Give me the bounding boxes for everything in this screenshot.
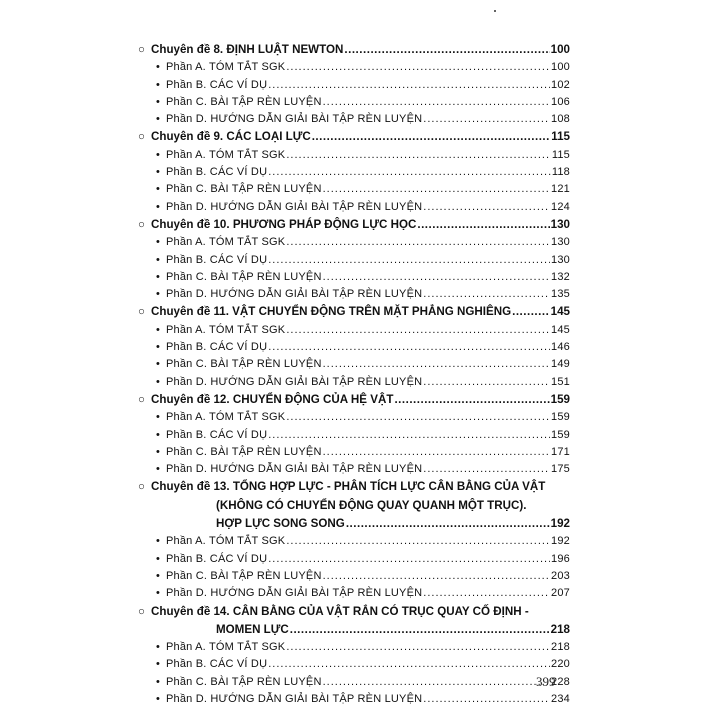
dot-leader <box>286 639 550 656</box>
toc-section-entry[interactable] <box>138 691 570 708</box>
dot-leader <box>268 252 550 269</box>
section-page-number: 196 <box>551 552 570 565</box>
dot-leader <box>268 339 550 356</box>
dot-leader <box>423 374 550 391</box>
section-title: Phần B. CÁC VÍ DỤ <box>166 658 268 671</box>
dot-leader <box>323 444 550 461</box>
toc-section-entry[interactable] <box>138 409 570 426</box>
circle-icon: ○ <box>138 305 146 319</box>
section-page-number: 228 <box>551 675 570 688</box>
section-page-number: 118 <box>551 166 570 179</box>
bullet-icon: • <box>156 323 161 336</box>
dot-leader <box>423 199 550 216</box>
toc-section-entry[interactable] <box>138 59 570 76</box>
dot-leader <box>323 181 550 198</box>
dot-leader <box>268 427 550 444</box>
section-page-number: 234 <box>551 692 570 705</box>
chapter-title: Chuyên đề 9. CÁC LOẠI LỰC <box>151 130 311 144</box>
toc-section-entry[interactable] <box>138 199 570 216</box>
section-title: Phần A. TÓM TẮT SGK <box>166 411 286 424</box>
section-title: Phần A. TÓM TẮT SGK <box>166 61 286 74</box>
toc-section-entry[interactable] <box>138 234 570 251</box>
dot-leader <box>268 77 550 94</box>
section-title: Phần D. HƯỚNG DẪN GIẢI BÀI TẬP RÈN LUYỆN <box>166 288 423 301</box>
toc-section-entry[interactable] <box>138 339 570 356</box>
chapter-title: Chuyên đề 12. CHUYỂN ĐỘNG CỦA HỆ VẬT <box>151 392 394 406</box>
chapter-page-number: 130 <box>550 217 570 231</box>
toc-section-entry[interactable] <box>138 147 570 164</box>
toc-section-entry[interactable] <box>138 551 570 568</box>
toc-section-entry[interactable] <box>138 656 570 673</box>
chapter-title: Chuyên đề 11. VẬT CHUYỂN ĐỘNG TRÊN MẶT PHẲNG NGHIÊNG <box>151 305 512 319</box>
toc-section-entry[interactable] <box>138 461 570 478</box>
bullet-icon: • <box>156 463 161 476</box>
section-title: Phần C. BÀI TẬP RÈN LUYỆN <box>166 569 322 582</box>
section-page-number: 121 <box>551 183 570 196</box>
section-title: Phần C. BÀI TẬP RÈN LUYỆN <box>166 95 322 108</box>
bullet-icon: • <box>156 341 161 354</box>
section-title: Phần D. HƯỚNG DẪN GIẢI BÀI TẬP RÈN LUYỆN <box>166 375 423 388</box>
chapter-page-number: 145 <box>550 305 570 319</box>
section-page-number: 218 <box>551 641 570 654</box>
section-title: Phần D. HƯỚNG DẪN GIẢI BÀI TẬP RÈN LUYỆN <box>166 587 423 600</box>
bullet-icon: • <box>156 675 161 688</box>
bullet-icon: • <box>156 358 161 371</box>
chapter-page-number: 115 <box>551 130 570 144</box>
dot-leader <box>286 59 550 76</box>
section-title: Phần C. BÀI TẬP RÈN LUYỆN <box>166 358 322 371</box>
section-page-number: 108 <box>551 113 570 126</box>
section-title: Phần D. HƯỚNG DẪN GIẢI BÀI TẬP RÈN LUYỆN <box>166 113 423 126</box>
chapter-page-number: 192 <box>550 517 570 531</box>
toc-section-entry[interactable] <box>138 374 570 391</box>
chapter-title: (KHÔNG CÓ CHUYỂN ĐỘNG QUAY QUANH MỘT TRỤC). <box>216 498 527 512</box>
toc-section-entry[interactable] <box>138 533 570 550</box>
dot-leader <box>290 621 550 639</box>
section-title: Phần D. HƯỚNG DẪN GIẢI BÀI TẬP RÈN LUYỆN <box>166 692 423 705</box>
bullet-icon: • <box>156 569 161 582</box>
dot-leader <box>312 128 551 146</box>
section-page-number: 149 <box>551 358 570 371</box>
section-title: Phần A. TÓM TẮT SGK <box>166 535 286 548</box>
chapter-title: MOMEN LỰC <box>216 622 289 636</box>
section-title: Phần A. TÓM TẮT SGK <box>166 641 286 654</box>
section-page-number: 203 <box>551 569 570 582</box>
section-page-number: 146 <box>551 341 570 354</box>
toc-section-entry[interactable] <box>138 269 570 286</box>
toc-section-entry[interactable] <box>138 444 570 461</box>
section-title: Phần A. TÓM TẮT SGK <box>166 148 286 161</box>
bullet-icon: • <box>156 692 161 705</box>
section-title: Phần B. CÁC VÍ DỤ <box>166 253 268 266</box>
dot-leader <box>423 691 550 708</box>
dot-leader <box>323 94 550 111</box>
section-page-number: 130 <box>551 236 570 249</box>
bullet-icon: • <box>156 658 161 671</box>
dot-leader <box>323 356 550 373</box>
chapter-title: Chuyên đề 13. TỔNG HỢP LỰC - PHÂN TÍCH LỰC CÂN BẰNG CỦA VẬT <box>151 480 546 494</box>
section-page-number: 102 <box>551 78 570 91</box>
bullet-icon: • <box>156 95 161 108</box>
toc-section-entry[interactable] <box>138 181 570 198</box>
toc-chapter-entry[interactable] <box>138 603 570 640</box>
bullet-icon: • <box>156 113 161 126</box>
section-page-number: 100 <box>551 61 570 74</box>
dot-leader <box>286 533 550 550</box>
dot-leader <box>423 286 550 303</box>
chapter-page-number: 159 <box>550 392 570 406</box>
section-title: Phần B. CÁC VÍ DỤ <box>166 428 268 441</box>
circle-icon: ○ <box>138 43 146 56</box>
chapter-title: Chuyên đề 14. CÂN BẰNG CỦA VẬT RẮN CÓ TRỤC QUAY CỐ ĐỊNH - <box>151 604 529 618</box>
chapter-page-number: 218 <box>550 622 570 636</box>
bullet-icon: • <box>156 411 161 424</box>
section-page-number: 171 <box>551 445 570 458</box>
dot-leader <box>286 409 550 426</box>
bullet-icon: • <box>156 200 161 213</box>
section-title: Phần A. TÓM TẮT SGK <box>166 323 286 336</box>
section-title: Phần C. BÀI TẬP RÈN LUYỆN <box>166 445 322 458</box>
chapter-title: Chuyên đề 10. PHƯƠNG PHÁP ĐỘNG LỰC HỌC <box>151 217 417 231</box>
dot-leader <box>286 147 551 164</box>
circle-icon: ○ <box>138 392 146 406</box>
section-title: Phần D. HƯỚNG DẪN GIẢI BÀI TẬP RÈN LUYỆN <box>166 200 423 213</box>
dot-leader <box>268 656 550 673</box>
section-title: Phần D. HƯỚNG DẪN GIẢI BÀI TẬP RÈN LUYỆN <box>166 463 423 476</box>
circle-icon: ○ <box>138 604 146 618</box>
bullet-icon: • <box>156 535 161 548</box>
toc-chapter-entry[interactable] <box>138 391 570 409</box>
bullet-icon: • <box>156 288 161 301</box>
circle-icon: ○ <box>138 130 146 144</box>
dot-leader <box>423 461 550 478</box>
dot-leader <box>394 391 549 409</box>
dot-leader <box>268 164 551 181</box>
toc-chapter-entry[interactable] <box>138 128 570 146</box>
table-of-contents <box>138 41 570 708</box>
dot-leader <box>323 674 550 691</box>
section-page-number: 175 <box>551 463 570 476</box>
dot-leader <box>268 551 550 568</box>
bullet-icon: • <box>156 641 161 654</box>
bullet-icon: • <box>156 61 161 74</box>
toc-chapter-entry[interactable] <box>138 478 570 533</box>
bullet-icon: • <box>156 78 161 91</box>
toc-chapter-entry[interactable] <box>138 303 570 321</box>
toc-section-entry[interactable] <box>138 77 570 94</box>
bullet-icon: • <box>156 148 161 161</box>
toc-section-entry[interactable] <box>138 94 570 111</box>
page-number: 399 <box>536 674 556 689</box>
section-page-number: 159 <box>551 411 570 424</box>
bullet-icon: • <box>156 587 161 600</box>
dot-leader <box>512 303 550 321</box>
section-title: Phần C. BÀI TẬP RÈN LUYỆN <box>166 270 322 283</box>
section-page-number: 192 <box>551 535 570 548</box>
bullet-icon: • <box>156 166 161 179</box>
section-page-number: 115 <box>551 148 570 161</box>
section-page-number: 106 <box>551 95 570 108</box>
section-page-number: 220 <box>551 658 570 671</box>
chapter-title: Chuyên đề 8. ĐỊNH LUẬT NEWTON <box>151 43 344 56</box>
bullet-icon: • <box>156 253 161 266</box>
section-page-number: 135 <box>551 288 570 301</box>
section-page-number: 130 <box>551 253 570 266</box>
circle-icon: ○ <box>138 217 146 231</box>
toc-section-entry[interactable] <box>138 674 570 691</box>
toc-section-entry[interactable] <box>138 252 570 269</box>
toc-section-entry[interactable] <box>138 639 570 656</box>
dot-leader <box>417 216 549 234</box>
section-title: Phần A. TÓM TẮT SGK <box>166 236 286 249</box>
dot-leader <box>286 234 550 251</box>
bullet-icon: • <box>156 183 161 196</box>
toc-section-entry[interactable] <box>138 356 570 373</box>
toc-section-entry[interactable] <box>138 427 570 444</box>
section-title: Phần B. CÁC VÍ DỤ <box>166 552 268 565</box>
toc-chapter-entry[interactable] <box>138 216 570 234</box>
section-title: Phần B. CÁC VÍ DỤ <box>166 166 268 179</box>
bullet-icon: • <box>156 236 161 249</box>
bullet-icon: • <box>156 552 161 565</box>
section-title: Phần B. CÁC VÍ DỤ <box>166 341 268 354</box>
toc-section-entry[interactable] <box>138 286 570 303</box>
section-title: Phần C. BÀI TẬP RÈN LUYỆN <box>166 183 322 196</box>
dot-leader <box>323 269 550 286</box>
bullet-icon: • <box>156 375 161 388</box>
section-page-number: 145 <box>551 323 570 336</box>
dot-leader <box>323 568 550 585</box>
circle-icon: ○ <box>138 480 146 494</box>
dot-leader <box>346 515 550 533</box>
chapter-title: HỢP LỰC SONG SONG <box>216 517 345 531</box>
bullet-icon: • <box>156 445 161 458</box>
section-page-number: 132 <box>551 270 570 283</box>
section-page-number: 207 <box>551 587 570 600</box>
bullet-icon: • <box>156 270 161 283</box>
toc-section-entry[interactable] <box>138 568 570 585</box>
dot-leader <box>286 322 550 339</box>
bullet-icon: • <box>156 428 161 441</box>
toc-chapter-entry[interactable] <box>138 41 570 59</box>
section-page-number: 124 <box>551 200 570 213</box>
section-title: Phần C. BÀI TẬP RÈN LUYỆN <box>166 675 322 688</box>
toc-section-entry[interactable] <box>138 585 570 602</box>
dot-leader <box>423 111 550 128</box>
chapter-page-number: 100 <box>550 43 570 56</box>
section-title: Phần B. CÁC VÍ DỤ <box>166 78 268 91</box>
toc-section-entry[interactable] <box>138 111 570 128</box>
dot-leader <box>423 585 550 602</box>
dot-leader <box>344 41 549 59</box>
toc-section-entry[interactable] <box>138 164 570 181</box>
section-page-number: 151 <box>551 375 570 388</box>
toc-section-entry[interactable] <box>138 322 570 339</box>
scan-speck <box>494 10 496 12</box>
section-page-number: 159 <box>551 428 570 441</box>
